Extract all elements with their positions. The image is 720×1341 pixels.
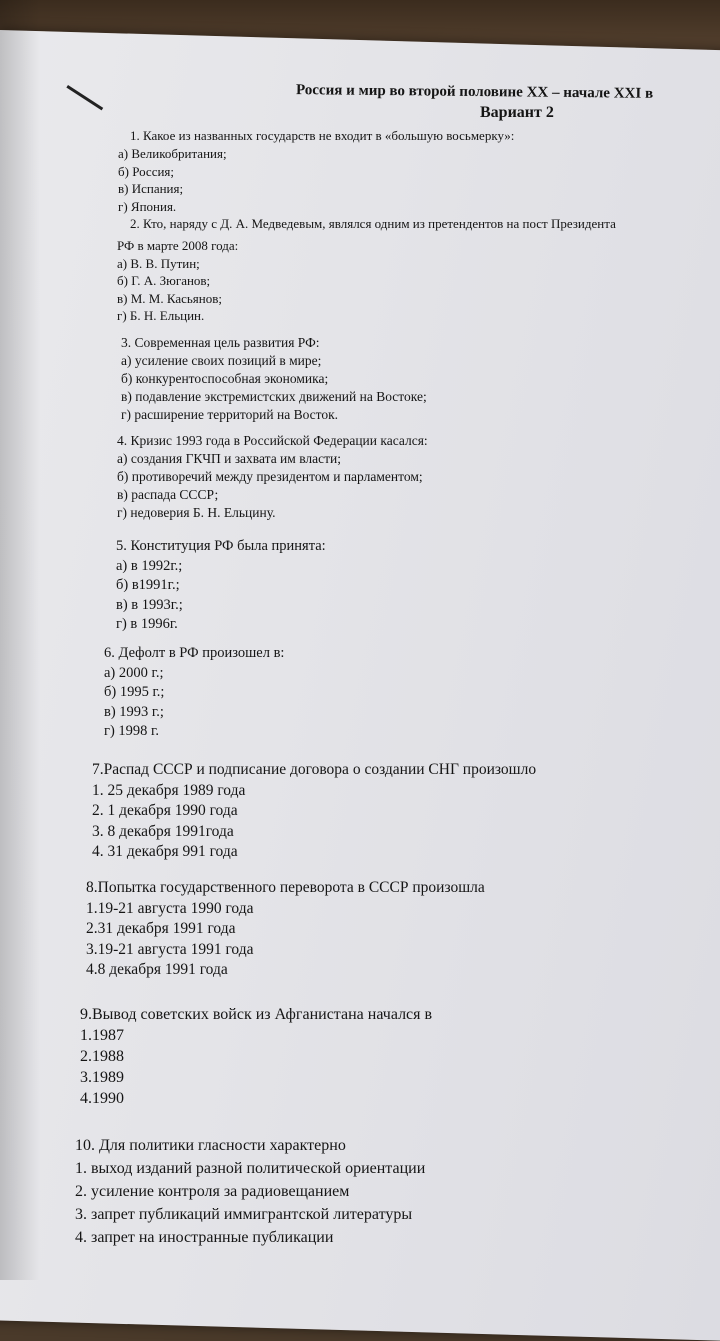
question-10	[75, 1134, 425, 1249]
question-text: 10. Для политики гласности характерно	[75, 1137, 346, 1154]
option: 4.8 декабря 1991 года	[86, 961, 228, 978]
question-6	[104, 644, 284, 742]
option: 3. запрет публикаций иммигрантской литературы	[75, 1206, 413, 1223]
option: 4. 31 декабря 991 года	[92, 843, 238, 860]
option: 3. 8 декабря 1991года	[92, 822, 234, 840]
option: г) в 1996г.	[116, 616, 178, 632]
option: б) конкурентоспособная экономика;	[121, 371, 329, 386]
option: в) подавление экстремистских движений на Востоке;	[121, 389, 427, 404]
variant-label: Вариант 2	[480, 104, 554, 121]
question-text: 2. Кто, наряду с Д. А. Медведевым, являлся одним из претендентов на пост Президента	[130, 216, 616, 231]
question-1-options	[118, 145, 227, 215]
page-title: Россия и мир во второй половине XX – начале XXI в	[295, 82, 654, 102]
option: г) расширение территорий на Восток.	[121, 407, 339, 422]
option: г) Япония.	[118, 198, 177, 214]
option: г) 1998 г.	[104, 723, 159, 739]
option: в) в 1993г.;	[116, 596, 183, 613]
option: 4.1990	[80, 1090, 124, 1107]
option: а) создания ГКЧП и захвата им власти;	[117, 451, 341, 466]
option: 1.19-21 августа 1990 года	[86, 899, 254, 917]
option: 1. выход изданий разной политической ориентации	[75, 1160, 426, 1177]
option: а) 2000 г.;	[104, 664, 164, 681]
question-text: 8.Попытка государственного переворота в СССР произошла	[86, 879, 485, 896]
option: б) в1991г.;	[116, 577, 180, 593]
option: 2.1988	[80, 1048, 124, 1065]
option: г) Б. Н. Ельцин.	[117, 308, 205, 323]
option: в) распада СССР;	[117, 487, 219, 502]
option: а) в 1992г.;	[116, 557, 183, 574]
option: а) Великобритания;	[118, 146, 227, 161]
option: 1.1987	[80, 1027, 124, 1044]
option: б) 1995 г.;	[104, 684, 165, 700]
question-3	[121, 334, 427, 424]
option: 2.31 декабря 1991 года	[86, 920, 236, 937]
option: б) Г. А. Зюганов;	[117, 273, 211, 288]
question-text: 3. Современная цель развития РФ:	[121, 335, 320, 350]
question-text: 7.Распад СССР и подписание договора о создании СНГ произошло	[92, 761, 537, 778]
question-text: 4. Кризис 1993 года в Российской Федерации касался:	[117, 433, 428, 448]
option: в) 1993 г.;	[104, 703, 164, 720]
question-text: 9.Вывод советских войск из Афганистана начался в	[80, 1006, 433, 1023]
option: б) противоречий между президентом и парламентом;	[117, 469, 423, 484]
question-8	[86, 878, 485, 981]
option: 3.1989	[80, 1069, 124, 1086]
question-9	[80, 1004, 432, 1109]
option: а) усиление своих позиций в мире;	[121, 353, 322, 368]
question-1	[130, 127, 514, 145]
option: 1. 25 декабря 1989 года	[92, 781, 246, 799]
option: в) Испания;	[118, 181, 184, 196]
question-text: 6. Дефолт в РФ произошел в:	[104, 645, 285, 661]
option: 3.19-21 августа 1991 года	[86, 940, 254, 958]
question-text: 5. Конституция РФ была принята:	[116, 538, 326, 554]
question-2-options	[117, 237, 238, 325]
option: г) недоверия Б. Н. Ельцину.	[117, 505, 276, 520]
question-4	[117, 432, 428, 522]
question-2	[130, 215, 616, 233]
option: 4. запрет на иностранные публикации	[75, 1229, 334, 1246]
question-5	[116, 537, 326, 635]
question-text-cont: РФ в марте 2008 года:	[117, 238, 239, 253]
question-text: 1. Какое из названных государств не входит в «большую восьмерку»:	[130, 128, 515, 143]
option: 2. усиление контроля за радиовещанием	[75, 1183, 350, 1200]
option: в) М. М. Касьянов;	[117, 290, 222, 306]
question-7	[92, 760, 536, 863]
option: а) В. В. Путин;	[117, 255, 200, 271]
option: б) Россия;	[118, 163, 175, 179]
option: 2. 1 декабря 1990 года	[92, 802, 238, 819]
